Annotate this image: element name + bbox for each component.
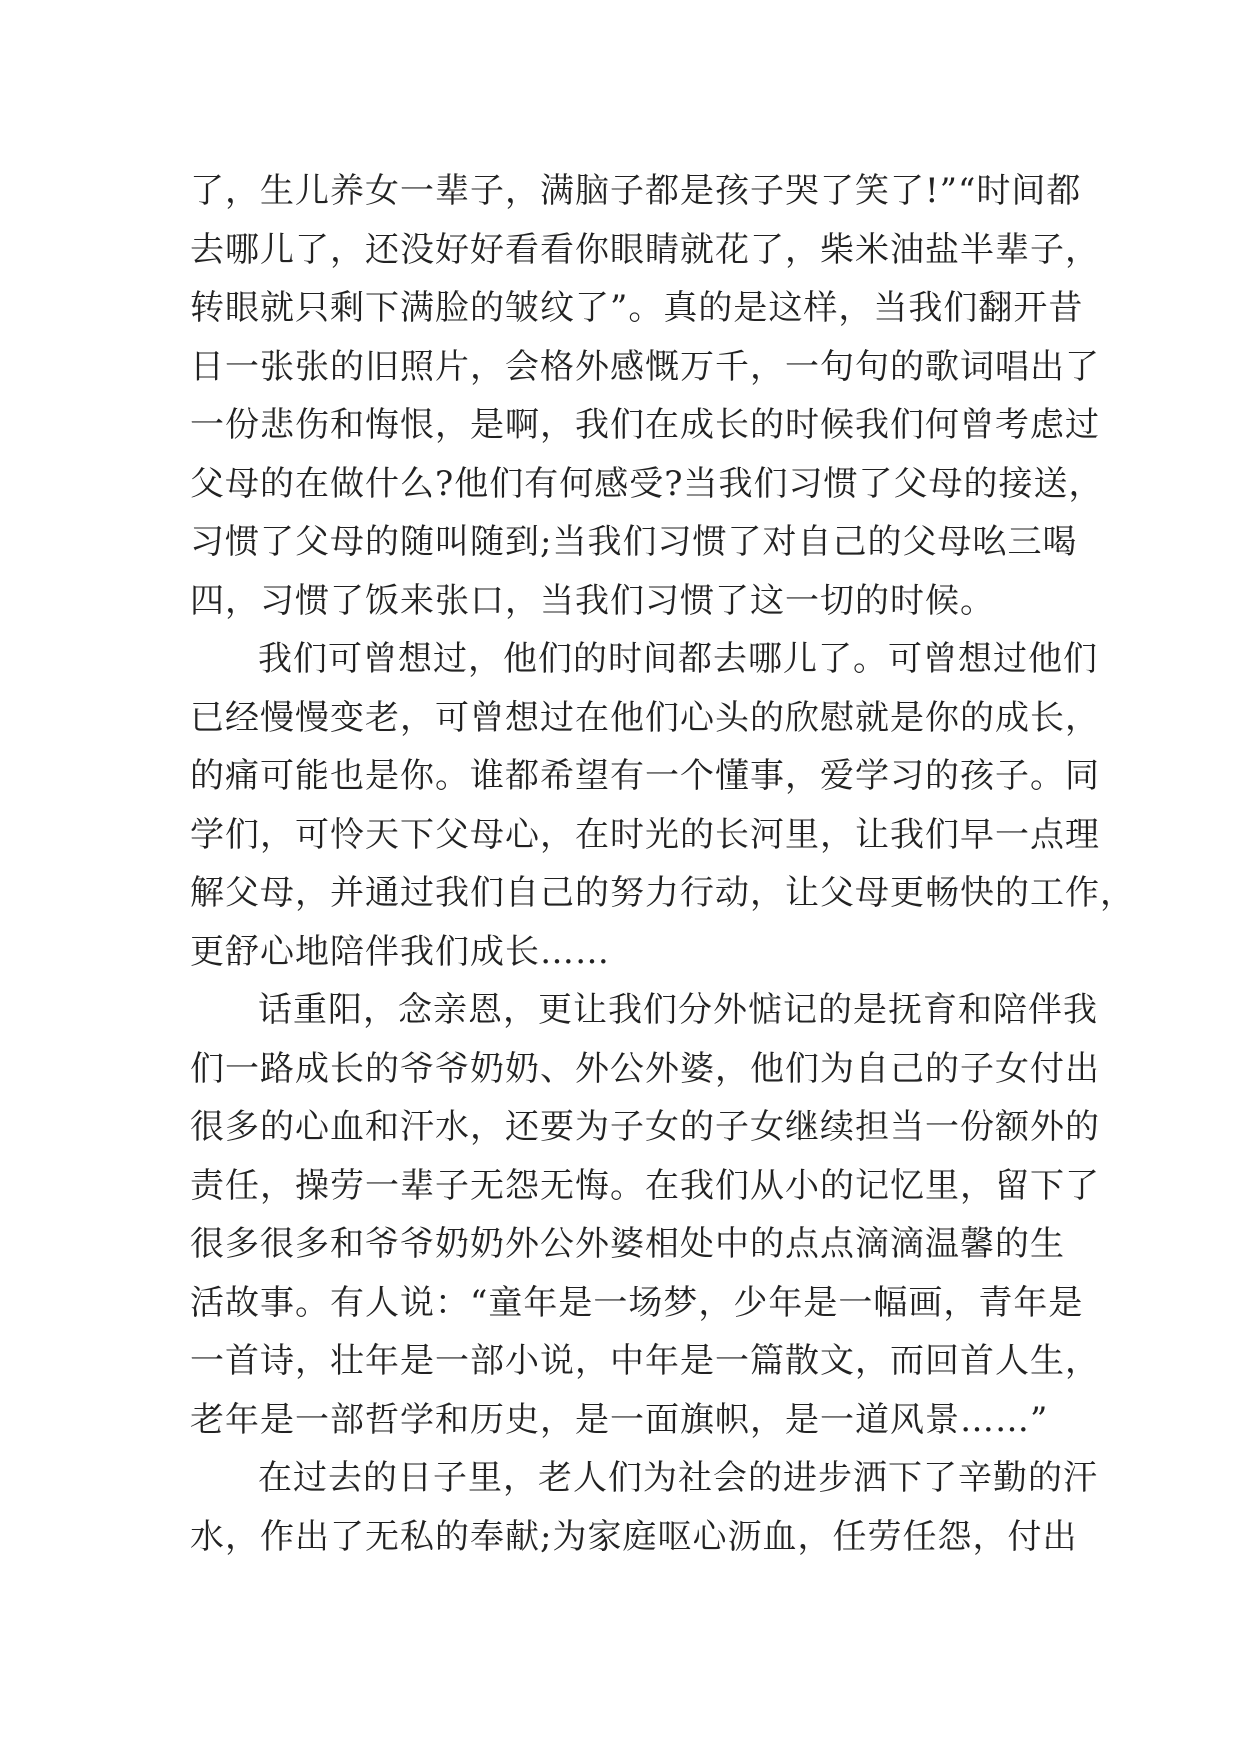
text-line: 解父母，并通过我们自己的努力行动，让父母更畅快的工作， bbox=[190, 873, 1135, 913]
text-line: 在过去的日子里，老人们为社会的进步洒下了辛勤的汗 bbox=[258, 1458, 1098, 1498]
text-line: 一首诗，壮年是一部小说，中年是一篇散文，而回首人生， bbox=[190, 1341, 1100, 1381]
text-line: 习惯了父母的随叫随到;当我们习惯了对自己的父母吆三喝 bbox=[190, 522, 1078, 562]
text-line: 更舒心地陪伴我们成长…… bbox=[190, 931, 610, 972]
text-line: 责任，操劳一辈子无怨无悔。在我们从小的记忆里，留下了 bbox=[190, 1165, 1100, 1206]
text-line: 日一张张的旧照片，会格外感慨万千，一句句的歌词唱出了 bbox=[190, 346, 1100, 387]
text-line: 的痛可能也是你。谁都希望有一个懂事，爱学习的孩子。同 bbox=[190, 756, 1100, 796]
text-line: 很多的心血和汗水，还要为子女的子女继续担当一份额外的 bbox=[190, 1107, 1100, 1147]
text-line: 了，生儿养女一辈子，满脑子都是孩子哭了笑了!”“时间都 bbox=[190, 171, 1082, 211]
text-line: 我们可曾想过，他们的时间都去哪儿了。可曾想过他们 bbox=[258, 639, 1098, 679]
text-line: 很多很多和爷爷奶奶外公外婆相处中的点点滴滴温馨的生 bbox=[190, 1224, 1065, 1264]
text-line: 话重阳，念亲恩，更让我们分外惦记的是抚育和陪伴我 bbox=[258, 990, 1098, 1030]
text-line: 父母的在做什么?他们有何感受?当我们习惯了父母的接送， bbox=[190, 463, 1104, 504]
text-line: 一份悲伤和悔恨，是啊，我们在成长的时候我们何曾考虑过 bbox=[190, 405, 1100, 445]
text-line: 转眼就只剩下满脸的皱纹了”。真的是这样，当我们翻开昔 bbox=[190, 288, 1084, 328]
text-line: 水，作出了无私的奉献;为家庭呕心沥血，任劳任怨，付出 bbox=[190, 1516, 1078, 1557]
text-line: 活故事。有人说：“童年是一场梦，少年是一幅画，青年是 bbox=[190, 1282, 1084, 1323]
body-text bbox=[190, 162, 1135, 1566]
text-line: 去哪儿了，还没好好看看你眼睛就花了，柴米油盐半辈子， bbox=[190, 229, 1100, 270]
text-line: 已经慢慢变老，可曾想过在他们心头的欣慰就是你的成长， bbox=[190, 697, 1100, 738]
text-line: 学们，可怜天下父母心，在时光的长河里，让我们早一点理 bbox=[190, 814, 1100, 855]
text-line: 老年是一部哲学和历史，是一面旗帜，是一道风景……” bbox=[190, 1399, 1049, 1440]
text-line: 们一路成长的爷爷奶奶、外公外婆，他们为自己的子女付出 bbox=[190, 1048, 1100, 1089]
text-line: 四，习惯了饭来张口，当我们习惯了这一切的时候。 bbox=[190, 580, 995, 621]
